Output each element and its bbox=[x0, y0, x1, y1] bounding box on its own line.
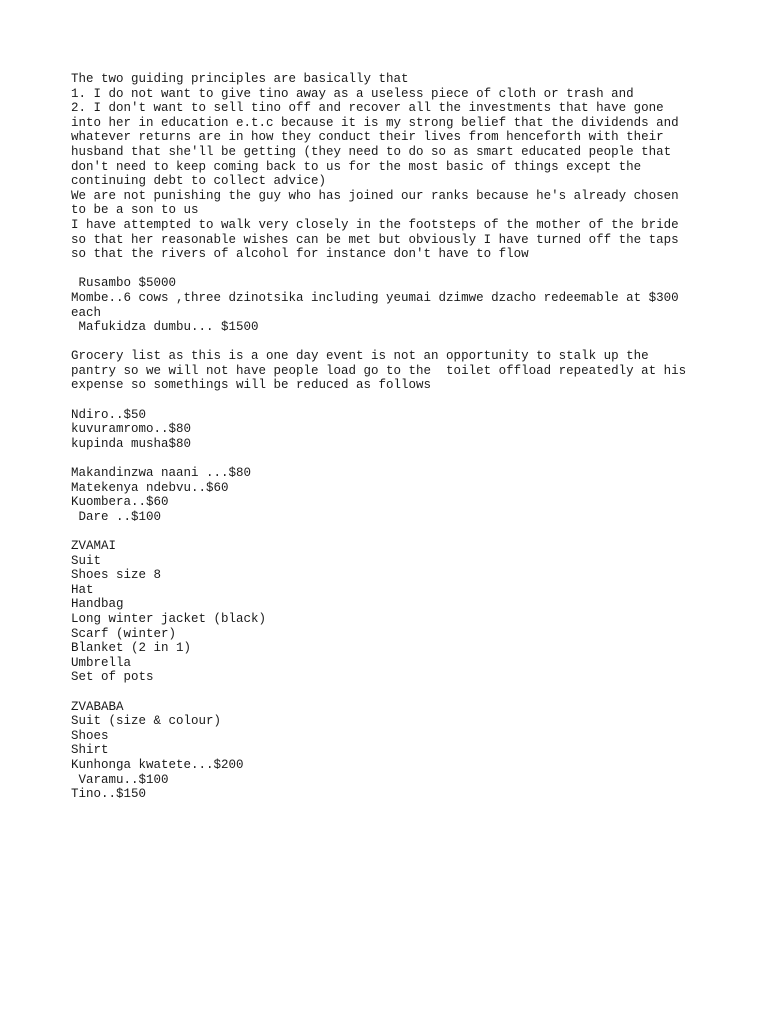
text-line: Long winter jacket (black) bbox=[71, 611, 267, 626]
text-line: kuvuramromo..$80 bbox=[71, 422, 192, 437]
text-line: Shoes size 8 bbox=[71, 568, 162, 583]
zvababa-list bbox=[71, 700, 711, 802]
text-line: Shoes bbox=[71, 728, 109, 743]
text-line: Mombe..6 cows ,three dzinotsika including yeumai dzimwe dzacho redeemable at $300 bbox=[71, 290, 679, 305]
text-line: Hat bbox=[71, 582, 94, 597]
text-line: Kuombera..$60 bbox=[71, 495, 169, 510]
text-line: Handbag bbox=[71, 597, 124, 612]
text-line: Blanket (2 in 1) bbox=[71, 641, 192, 656]
text-line: Varamu..$100 bbox=[71, 772, 169, 787]
text-line: into her in education e.t.c because it is my strong belief that the dividends and bbox=[71, 115, 679, 130]
text-line: Shirt bbox=[71, 743, 109, 758]
text-line: whatever returns are in how they conduct their lives from henceforth with their bbox=[71, 130, 664, 145]
text-line: Tino..$150 bbox=[71, 787, 147, 802]
zvamai-list bbox=[71, 539, 711, 685]
text-line: Ndiro..$50 bbox=[71, 407, 147, 422]
bride-price-charges bbox=[71, 276, 711, 334]
text-line: don't need to keep coming back to us for the most basic of things except the bbox=[71, 159, 642, 174]
text-line: Set of pots bbox=[71, 670, 154, 685]
fees-list-b bbox=[71, 466, 711, 524]
text-line: Umbrella bbox=[71, 655, 132, 670]
grocery-paragraph bbox=[71, 349, 711, 393]
text-line: so that the rivers of alcohol for instance don't have to flow bbox=[71, 247, 529, 262]
text-line: Scarf (winter) bbox=[71, 626, 177, 641]
text-line: Grocery list as this is a one day event is not an opportunity to stalk up the bbox=[71, 349, 649, 364]
text-line: Makandinzwa naani ...$80 bbox=[71, 466, 252, 481]
text-line: 2. I don't want to sell tino off and recover all the investments that have gone bbox=[71, 101, 664, 116]
text-line: 1. I do not want to give tino away as a useless piece of cloth or trash and bbox=[71, 86, 634, 101]
text-line: so that her reasonable wishes can be met but obviously I have turned off the taps bbox=[71, 232, 679, 247]
text-line: kupinda musha$80 bbox=[71, 436, 192, 451]
text-line: I have attempted to walk very closely in the footsteps of the mother of the bride bbox=[71, 217, 679, 232]
text-line: continuing debt to collect advice) bbox=[71, 174, 327, 189]
text-line: pantry so we will not have people load go to the toilet offload repeatedly at his bbox=[71, 363, 687, 378]
fees-list-a bbox=[71, 408, 711, 452]
intro-paragraph bbox=[71, 72, 711, 262]
text-line: Matekenya ndebvu..$60 bbox=[71, 480, 229, 495]
text-line: Rusambo $5000 bbox=[71, 276, 177, 291]
text-line: Kunhonga kwatete...$200 bbox=[71, 757, 244, 772]
text-line: We are not punishing the guy who has joined our ranks because he's already chosen bbox=[71, 188, 679, 203]
text-line: Mafukidza dumbu... $1500 bbox=[71, 320, 259, 335]
text-line: The two guiding principles are basically that bbox=[71, 72, 409, 86]
text-line: ZVABABA bbox=[71, 699, 124, 714]
text-line: husband that she'll be getting (they need to do so as smart educated people that bbox=[71, 144, 672, 159]
text-line: Dare ..$100 bbox=[71, 509, 162, 524]
text-line: to be a son to us bbox=[71, 203, 199, 218]
text-line: ZVAMAI bbox=[71, 539, 117, 553]
text-line: each bbox=[71, 305, 102, 320]
text-line: Suit (size & colour) bbox=[71, 714, 222, 729]
document-page bbox=[71, 72, 711, 816]
text-line: expense so somethings will be reduced as follows bbox=[71, 378, 432, 393]
text-line: Suit bbox=[71, 553, 102, 568]
